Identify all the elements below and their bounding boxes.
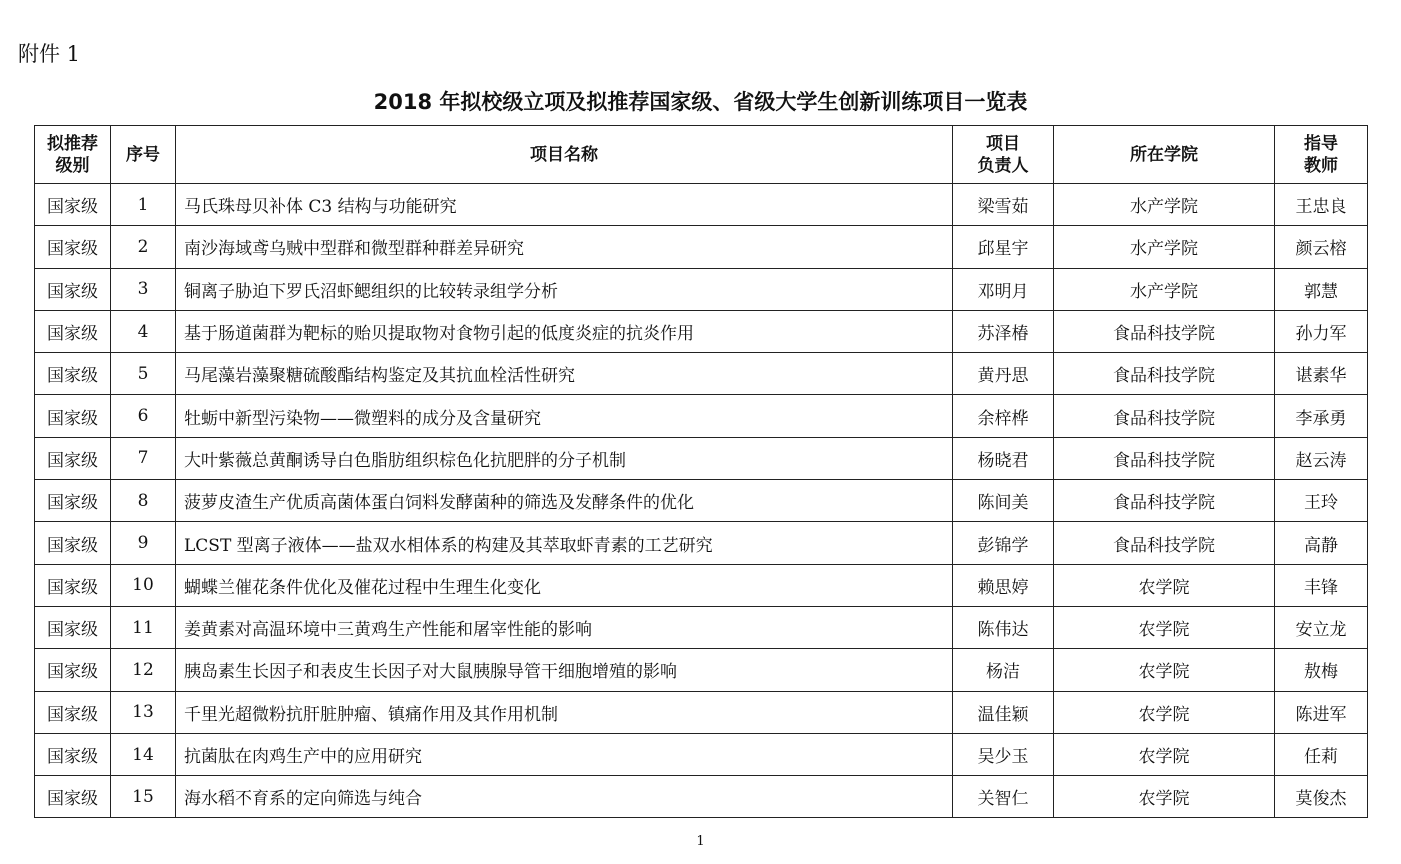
college-cell: 水产学院 xyxy=(1054,226,1275,268)
table-row xyxy=(35,353,1368,395)
advisor-cell: 赵云涛 xyxy=(1275,437,1368,479)
advisor-cell: 任莉 xyxy=(1275,733,1368,775)
college-cell: 农学院 xyxy=(1054,649,1275,691)
table-row xyxy=(35,395,1368,437)
project-name-cell: 菠萝皮渣生产优质高菌体蛋白饲料发酵菌种的筛选及发酵条件的优化 xyxy=(176,480,953,522)
table-row xyxy=(35,480,1368,522)
college-cell: 农学院 xyxy=(1054,606,1275,648)
level-cell: 国家级 xyxy=(35,310,111,352)
header-name: 项目名称 xyxy=(176,126,953,184)
college-cell: 食品科技学院 xyxy=(1054,310,1275,352)
no-cell: 6 xyxy=(111,395,176,437)
header-level-line2: 级别 xyxy=(55,155,90,176)
attachment-label: 附件 1 xyxy=(18,42,81,66)
level-cell: 国家级 xyxy=(35,184,111,226)
project-name-cell: 马尾藻岩藻聚糖硫酸酯结构鉴定及其抗血栓活性研究 xyxy=(176,353,953,395)
advisor-cell: 谌素华 xyxy=(1275,353,1368,395)
no-cell: 11 xyxy=(111,606,176,648)
advisor-cell: 王忠良 xyxy=(1275,184,1368,226)
leader-cell: 彭锦学 xyxy=(953,522,1054,564)
table-row xyxy=(35,437,1368,479)
college-cell: 农学院 xyxy=(1054,733,1275,775)
no-cell: 13 xyxy=(111,691,176,733)
table-row xyxy=(35,733,1368,775)
level-cell: 国家级 xyxy=(35,606,111,648)
header-leader-line1: 项目 xyxy=(986,133,1020,154)
leader-cell: 黄丹思 xyxy=(953,353,1054,395)
leader-cell: 赖思婷 xyxy=(953,564,1054,606)
project-table xyxy=(34,125,1368,818)
no-cell: 14 xyxy=(111,733,176,775)
project-name-cell: LCST 型离子液体——盐双水相体系的构建及其萃取虾青素的工艺研究 xyxy=(176,522,953,564)
level-cell: 国家级 xyxy=(35,776,111,818)
project-name-cell: 大叶紫薇总黄酮诱导白色脂肪组织棕色化抗肥胖的分子机制 xyxy=(176,437,953,479)
level-cell: 国家级 xyxy=(35,353,111,395)
level-cell: 国家级 xyxy=(35,649,111,691)
level-cell: 国家级 xyxy=(35,437,111,479)
leader-cell: 陈伟达 xyxy=(953,606,1054,648)
level-cell: 国家级 xyxy=(35,226,111,268)
leader-cell: 杨洁 xyxy=(953,649,1054,691)
advisor-cell: 孙力军 xyxy=(1275,310,1368,352)
no-cell: 7 xyxy=(111,437,176,479)
header-advisor-line1: 指导 xyxy=(1304,133,1338,154)
advisor-cell: 郭慧 xyxy=(1275,268,1368,310)
no-cell: 8 xyxy=(111,480,176,522)
table-row xyxy=(35,310,1368,352)
document-title: 2018 年拟校级立项及拟推荐国家级、省级大学生创新训练项目一览表 xyxy=(373,90,1028,114)
college-cell: 食品科技学院 xyxy=(1054,480,1275,522)
project-name-cell: 蝴蝶兰催花条件优化及催花过程中生理生化变化 xyxy=(176,564,953,606)
project-name-cell: 牡蛎中新型污染物——微塑料的成分及含量研究 xyxy=(176,395,953,437)
project-name-cell: 千里光超微粉抗肝脏肿瘤、镇痛作用及其作用机制 xyxy=(176,691,953,733)
project-name-cell: 基于肠道菌群为靶标的贻贝提取物对食物引起的低度炎症的抗炎作用 xyxy=(176,310,953,352)
advisor-cell: 高静 xyxy=(1275,522,1368,564)
table-row xyxy=(35,184,1368,226)
table-header-row xyxy=(35,126,1368,184)
advisor-cell: 颜云榕 xyxy=(1275,226,1368,268)
project-name-cell: 马氏珠母贝补体 C3 结构与功能研究 xyxy=(176,184,953,226)
no-cell: 5 xyxy=(111,353,176,395)
advisor-cell: 陈进军 xyxy=(1275,691,1368,733)
leader-cell: 余梓桦 xyxy=(953,395,1054,437)
header-college: 所在学院 xyxy=(1054,126,1275,184)
leader-cell: 邓明月 xyxy=(953,268,1054,310)
table-row xyxy=(35,649,1368,691)
header-advisor-line2: 教师 xyxy=(1304,155,1338,176)
college-cell: 农学院 xyxy=(1054,691,1275,733)
advisor-cell: 丰锋 xyxy=(1275,564,1368,606)
no-cell: 2 xyxy=(111,226,176,268)
level-cell: 国家级 xyxy=(35,480,111,522)
leader-cell: 邱星宇 xyxy=(953,226,1054,268)
advisor-cell: 敖梅 xyxy=(1275,649,1368,691)
college-cell: 食品科技学院 xyxy=(1054,395,1275,437)
table-row xyxy=(35,691,1368,733)
no-cell: 15 xyxy=(111,776,176,818)
level-cell: 国家级 xyxy=(35,733,111,775)
leader-cell: 关智仁 xyxy=(953,776,1054,818)
college-cell: 水产学院 xyxy=(1054,268,1275,310)
table-row xyxy=(35,564,1368,606)
advisor-cell: 安立龙 xyxy=(1275,606,1368,648)
level-cell: 国家级 xyxy=(35,522,111,564)
header-advisor xyxy=(1275,126,1368,184)
college-cell: 食品科技学院 xyxy=(1054,437,1275,479)
table-row xyxy=(35,776,1368,818)
leader-cell: 温佳颖 xyxy=(953,691,1054,733)
table-row xyxy=(35,606,1368,648)
project-name-cell: 胰岛素生长因子和表皮生长因子对大鼠胰腺导管干细胞增殖的影响 xyxy=(176,649,953,691)
no-cell: 4 xyxy=(111,310,176,352)
advisor-cell: 莫俊杰 xyxy=(1275,776,1368,818)
advisor-cell: 李承勇 xyxy=(1275,395,1368,437)
college-cell: 农学院 xyxy=(1054,776,1275,818)
leader-cell: 陈间美 xyxy=(953,480,1054,522)
table-row xyxy=(35,268,1368,310)
leader-cell: 苏泽椿 xyxy=(953,310,1054,352)
header-no: 序号 xyxy=(111,126,176,184)
college-cell: 食品科技学院 xyxy=(1054,522,1275,564)
header-leader xyxy=(953,126,1054,184)
level-cell: 国家级 xyxy=(35,691,111,733)
college-cell: 水产学院 xyxy=(1054,184,1275,226)
college-cell: 农学院 xyxy=(1054,564,1275,606)
project-name-cell: 铜离子胁迫下罗氏沼虾鳃组织的比较转录组学分析 xyxy=(176,268,953,310)
no-cell: 1 xyxy=(111,184,176,226)
project-name-cell: 南沙海域鸢乌贼中型群和微型群种群差异研究 xyxy=(176,226,953,268)
leader-cell: 杨晓君 xyxy=(953,437,1054,479)
project-name-cell: 海水稻不育系的定向筛选与纯合 xyxy=(176,776,953,818)
page-number: 1 xyxy=(696,834,705,849)
college-cell: 食品科技学院 xyxy=(1054,353,1275,395)
leader-cell: 梁雪茹 xyxy=(953,184,1054,226)
level-cell: 国家级 xyxy=(35,564,111,606)
table-row xyxy=(35,522,1368,564)
level-cell: 国家级 xyxy=(35,395,111,437)
project-name-cell: 抗菌肽在肉鸡生产中的应用研究 xyxy=(176,733,953,775)
no-cell: 10 xyxy=(111,564,176,606)
header-level xyxy=(35,126,111,184)
header-level-line1: 拟推荐 xyxy=(47,133,98,154)
no-cell: 3 xyxy=(111,268,176,310)
header-leader-line2: 负责人 xyxy=(977,155,1029,176)
level-cell: 国家级 xyxy=(35,268,111,310)
leader-cell: 吴少玉 xyxy=(953,733,1054,775)
advisor-cell: 王玲 xyxy=(1275,480,1368,522)
no-cell: 9 xyxy=(111,522,176,564)
table-row xyxy=(35,226,1368,268)
no-cell: 12 xyxy=(111,649,176,691)
project-name-cell: 姜黄素对高温环境中三黄鸡生产性能和屠宰性能的影响 xyxy=(176,606,953,648)
table-body xyxy=(35,184,1368,818)
